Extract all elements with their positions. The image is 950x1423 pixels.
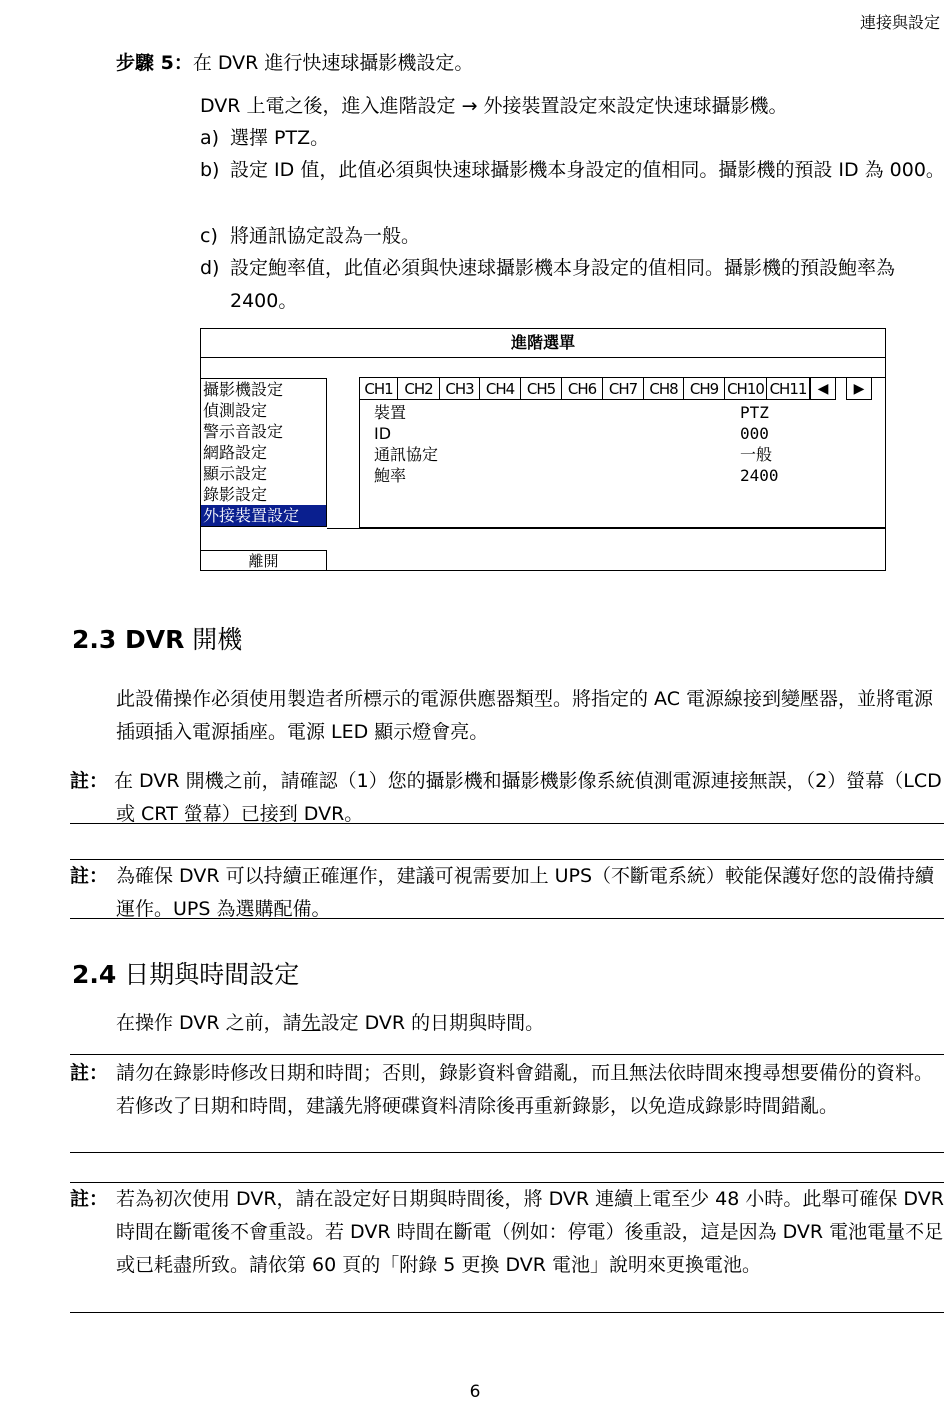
section-heading-2-3 bbox=[72, 620, 242, 656]
setting-value: 一般 bbox=[740, 445, 773, 464]
channel-panel bbox=[359, 377, 886, 528]
section-heading-2-4 bbox=[72, 955, 299, 991]
running-header: 連接與設定 bbox=[859, 13, 940, 32]
step-title bbox=[116, 48, 473, 75]
section-2-3-body: 此設備操作必須使用製造者所標示的電源供應器類型。將指定的 AC 電源線接到變壓器，並將電源插頭插入電源插座。電源 LED 顯示燈會亮。 bbox=[116, 688, 934, 743]
list-text: 設定 ID 值，此值必須與快速球攝影機本身設定的值相同。攝影機的預設 ID 為 000。 bbox=[230, 159, 945, 181]
step-intro: DVR 上電之後，進入進階設定 → 外接裝置設定來設定快速球攝影機。 bbox=[200, 95, 788, 117]
tab-ch6[interactable]: CH6 bbox=[562, 378, 603, 400]
body-text: 設定 DVR 的日期與時間。 bbox=[320, 1012, 545, 1034]
sidebar-item-alert-sound[interactable]: 警示音設定 bbox=[203, 422, 284, 441]
note-text: 請勿在錄影時修改日期和時間；否則，錄影資料會錯亂，而且無法依時間來搜尋想要備份的資料。若修改了日期和時間，建議先將硬碟資料清除後再重新錄影，以免造成錄影時間錯亂。 bbox=[116, 1062, 934, 1117]
note-box-4 bbox=[70, 1183, 944, 1282]
note-box-1 bbox=[70, 765, 944, 831]
tab-ch2[interactable]: CH2 bbox=[398, 378, 440, 400]
list-label: b) bbox=[200, 159, 220, 181]
sidebar-item-detection[interactable]: 偵測設定 bbox=[203, 401, 268, 420]
section-number: 2.3 DVR bbox=[72, 625, 185, 654]
list-item-c bbox=[200, 220, 945, 253]
divider bbox=[70, 918, 944, 919]
note-text: 為確保 DVR 可以持續正確運作，建議可視需要加上 UPS（不斷電系統）較能保護好您的設備持續運作。UPS 為選購配備。 bbox=[116, 865, 935, 920]
setting-row-baud-rate[interactable] bbox=[374, 465, 884, 486]
list-text: 設定鮑率值，此值必須與快速球攝影機本身設定的值相同。攝影機的預設鮑率為 2400。 bbox=[230, 257, 896, 312]
body-text: 在操作 DVR 之前，請 bbox=[116, 1012, 302, 1034]
setting-row-device[interactable] bbox=[374, 402, 884, 423]
tab-next-arrow-icon[interactable]: ▶ bbox=[846, 378, 872, 400]
list-label: c) bbox=[200, 225, 218, 247]
menu-title: 進階選單 bbox=[201, 329, 885, 358]
sidebar-item-record[interactable]: 錄影設定 bbox=[203, 485, 268, 504]
setting-key: 鮑率 bbox=[374, 466, 407, 485]
divider bbox=[70, 1152, 944, 1153]
tab-arrow-gap bbox=[836, 378, 846, 400]
section-title: 日期與時間設定 bbox=[124, 960, 300, 989]
setting-key: 裝置 bbox=[374, 403, 407, 422]
note-text: 在 DVR 開機之前，請確認（1）您的攝影機和攝影機影像系統偵測電源連接無誤，（2）螢幕（LCD 或 CRT 螢幕）已接到 DVR。 bbox=[114, 770, 942, 825]
note-text: 若為初次使用 DVR，請在設定好日期與時間後，將 DVR 連續上電至少 48 小時。此舉可確保 DVR 時間在斷電後不會重設。若 DVR 時間在斷電（例如：停電）後重設，這是因為 DVR 電池電量不足或已耗盡所致。請依第 60 頁的「附錄 5 更換 DVR 電池」說明來更換電池。 bbox=[116, 1188, 944, 1276]
setting-row-id[interactable] bbox=[374, 423, 884, 444]
list-text: 選擇 PTZ。 bbox=[230, 127, 330, 149]
step-title-text: 在 DVR 進行快速球攝影機設定。 bbox=[192, 52, 474, 74]
setting-key: 通訊協定 bbox=[374, 445, 439, 464]
body-emphasis: 先 bbox=[301, 1012, 321, 1034]
menu-bottom-rule bbox=[327, 528, 885, 529]
menu-title-gap bbox=[201, 357, 885, 377]
note-label: 註： bbox=[70, 770, 109, 792]
setting-value: PTZ bbox=[740, 403, 769, 422]
tab-ch1[interactable]: CH1 bbox=[360, 378, 398, 400]
note-box-3 bbox=[70, 1057, 944, 1123]
setting-value: 2400 bbox=[740, 466, 779, 485]
tab-ch11[interactable]: CH11 bbox=[767, 378, 810, 400]
section-title: 開機 bbox=[192, 625, 243, 654]
tab-ch5[interactable]: CH5 bbox=[521, 378, 562, 400]
list-label: a) bbox=[200, 127, 220, 149]
channel-tabs bbox=[360, 378, 872, 400]
divider bbox=[70, 1054, 944, 1055]
page-number: 6 bbox=[469, 1382, 481, 1402]
sidebar-item-network[interactable]: 網路設定 bbox=[203, 443, 268, 462]
sidebar-item-camera[interactable]: 攝影機設定 bbox=[203, 380, 284, 399]
list-text: 將通訊協定設為一般。 bbox=[230, 225, 421, 247]
setting-key: ID bbox=[374, 424, 392, 443]
list-item-d bbox=[200, 252, 945, 318]
list-label: d) bbox=[200, 257, 220, 279]
tab-ch7[interactable]: CH7 bbox=[603, 378, 644, 400]
tab-prev-arrow-icon[interactable]: ◀ bbox=[810, 378, 836, 400]
exit-button[interactable]: 離開 bbox=[201, 550, 327, 571]
advanced-menu bbox=[200, 328, 886, 571]
list-item-a bbox=[200, 122, 945, 155]
step-label: 步驟 5： bbox=[116, 52, 193, 74]
menu-sidebar bbox=[201, 378, 327, 527]
note-label: 註： bbox=[70, 865, 109, 887]
tab-ch3[interactable]: CH3 bbox=[440, 378, 480, 400]
note-box-2 bbox=[70, 860, 944, 926]
note-label: 註： bbox=[70, 1062, 109, 1084]
setting-value: 000 bbox=[740, 424, 769, 443]
section-number: 2.4 bbox=[72, 960, 117, 989]
note-label: 註： bbox=[70, 1188, 109, 1210]
tab-ch8[interactable]: CH8 bbox=[644, 378, 684, 400]
sidebar-item-external-device[interactable]: 外接裝置設定 bbox=[201, 505, 326, 526]
tab-ch9[interactable]: CH9 bbox=[684, 378, 725, 400]
section-2-4-body bbox=[116, 1007, 544, 1040]
setting-row-protocol[interactable] bbox=[374, 444, 884, 465]
divider bbox=[70, 823, 944, 824]
tab-ch4[interactable]: CH4 bbox=[480, 378, 521, 400]
tab-ch10[interactable]: CH10 bbox=[725, 378, 767, 400]
list-item-b bbox=[200, 154, 945, 187]
divider bbox=[70, 1312, 944, 1313]
sidebar-item-display[interactable]: 顯示設定 bbox=[203, 464, 268, 483]
